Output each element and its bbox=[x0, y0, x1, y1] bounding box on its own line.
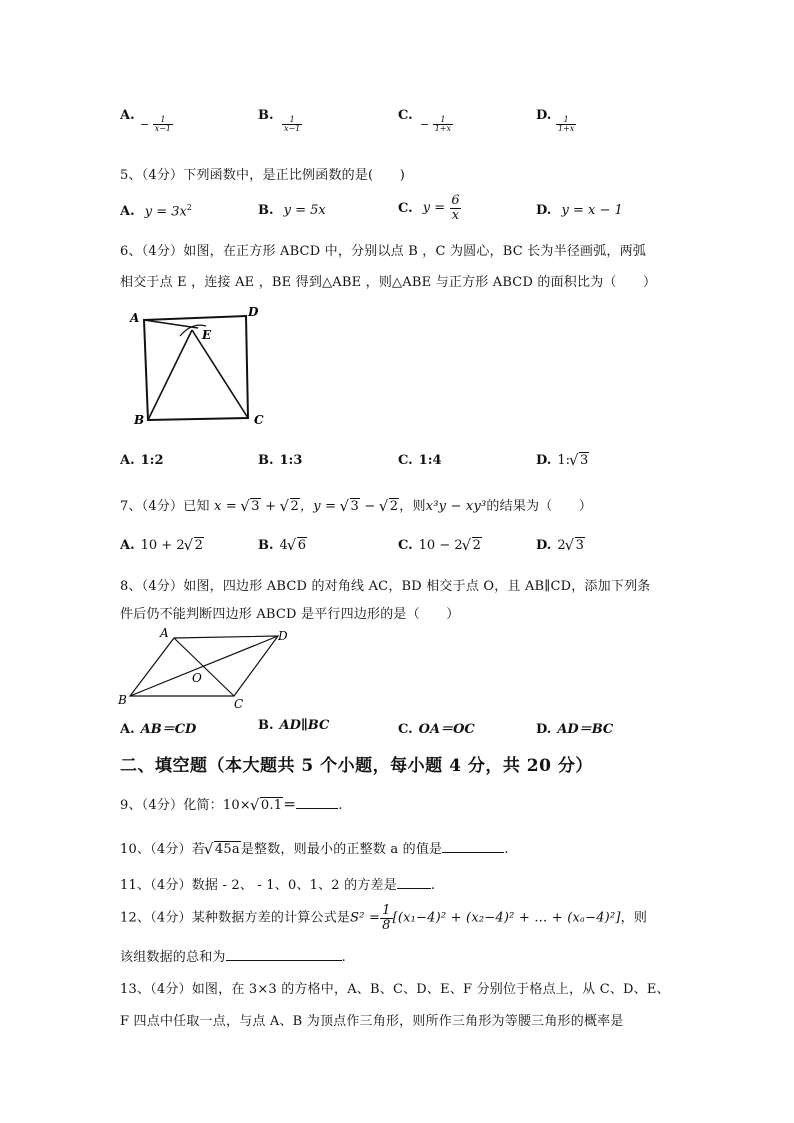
answer-blank[interactable] bbox=[226, 948, 342, 961]
q5-option-b[interactable]: B. y = 5x bbox=[258, 203, 326, 218]
q11: 11、（4分）数据 - 2、 - 1、0、1、2 的方差是 . bbox=[120, 878, 436, 893]
q4-option-d[interactable] bbox=[536, 108, 557, 123]
segment-ce bbox=[192, 330, 248, 418]
q4-option-a[interactable] bbox=[120, 108, 141, 123]
label-c: C bbox=[254, 413, 264, 427]
label-a: A bbox=[130, 311, 140, 325]
q13-line2: F 四点中任取一点，与点 A、B 为顶点作三角形，则所作三角形为等腰三角形的概率是 bbox=[120, 1014, 624, 1029]
sqrt: √ 3 bbox=[570, 453, 589, 468]
q8-option-c[interactable]: C. OA＝OC bbox=[398, 722, 475, 737]
q12-line1: 12、（4分）某种数据方差的计算公式是S² = $\frac{1}{8}$ [(x₁−4)² + (x₂−4)² + … + (xₐ−4)²]，则 bbox=[120, 903, 648, 933]
q8-option-d[interactable]: D. AD＝BC bbox=[536, 722, 614, 737]
segment-be bbox=[148, 330, 192, 420]
q6-figure bbox=[120, 300, 280, 435]
q7-option-b[interactable]: B. 4√ 6 bbox=[258, 538, 307, 553]
q6-option-d[interactable]: D. 1:√ 3 bbox=[536, 453, 589, 468]
q4-option-a-value: − $\frac{1}{x-1}$ bbox=[140, 115, 172, 134]
q6-stem-line1: 6、（4分）如图，在正方形 ABCD 中，分别以点 B ，C 为圆心，BC 长为半径画弧，两弧 bbox=[120, 244, 647, 259]
label-d: D bbox=[248, 305, 259, 319]
label-o: O bbox=[192, 671, 202, 685]
answer-blank[interactable] bbox=[397, 876, 431, 889]
fraction: $\frac{1}{x-1}$ bbox=[154, 115, 172, 134]
q6-option-c[interactable]: C. 1:4 bbox=[398, 453, 442, 468]
fraction: $\frac{1}{1+x}$ bbox=[434, 115, 452, 134]
fraction: $\frac{1}{x-1}$ bbox=[284, 115, 301, 134]
q12-line2: 该组数据的总和为 . bbox=[120, 950, 346, 965]
q9: 9、（4分）化简：10×√ 0.1＝ . bbox=[120, 794, 343, 813]
q4-option-c[interactable] bbox=[398, 108, 419, 123]
q7-option-c[interactable]: C. 10 − 2√ 2 bbox=[398, 538, 482, 553]
label-a: A bbox=[160, 626, 169, 640]
label-e: E bbox=[202, 328, 212, 342]
q8-stem-line2: 件后仍不能判断四边形 ABCD 是平行四边形的是（ ） bbox=[120, 607, 460, 622]
q8-stem-line1: 8、（4分）如图，四边形 ABCD 的对角线 AC，BD 相交于点 O，且 AB∥CD，添加下列条 bbox=[120, 579, 651, 594]
q5-stem: 5、（4分）下列函数中，是正比例函数的是( ) bbox=[120, 168, 405, 183]
q5-option-d[interactable]: D. y = x − 1 bbox=[536, 203, 623, 218]
q8-figure bbox=[116, 624, 296, 714]
q8-option-a[interactable]: A. AB＝CD bbox=[120, 722, 197, 737]
answer-blank[interactable] bbox=[296, 796, 338, 809]
answer-blank[interactable] bbox=[442, 840, 504, 853]
label-b: B bbox=[118, 693, 127, 707]
fraction: $\frac{1}{8}$ bbox=[382, 903, 391, 933]
q10: 10、（4分）若√ 45a是整数，则最小的正整数 a 的值是 . bbox=[120, 838, 509, 857]
fraction: $\frac{6}{x}$ bbox=[451, 193, 460, 223]
segment-ae bbox=[144, 320, 198, 328]
q7-option-a[interactable]: A. 10 + 2√ 2 bbox=[120, 538, 204, 553]
section-heading: 二、填空题（本大题共 5 个小题，每小题 4 分，共 20 分） bbox=[120, 756, 593, 776]
q4-option-d-value bbox=[556, 116, 576, 134]
q7-option-d[interactable]: D. 2√ 3 bbox=[536, 538, 585, 553]
label-b: B bbox=[134, 413, 145, 427]
label-c: C bbox=[234, 697, 244, 711]
q5-option-c[interactable]: C. y = $\frac{6}{x}$ bbox=[398, 193, 460, 223]
option-label: D. bbox=[536, 108, 552, 123]
square-abcd bbox=[144, 316, 248, 420]
q5-option-a[interactable]: A. $y = 3x^2$ bbox=[120, 203, 192, 220]
q7-stem: 7、（4分）已知 x = √ 3 + √ 2，y = √ 3 − √ 2，则x³y − xy³的结果为（ ） bbox=[120, 495, 592, 514]
option-label: C. bbox=[398, 108, 413, 123]
q4-option-b[interactable] bbox=[258, 108, 280, 123]
option-label: A. bbox=[120, 108, 135, 123]
q6-option-b[interactable]: B. 1:3 bbox=[258, 453, 303, 468]
q8-option-b[interactable]: B. AD∥BC bbox=[258, 718, 330, 733]
q4-option-c-value: − $\frac{1}{1+x}$ bbox=[420, 115, 452, 134]
q13-line1: 13、（4分）如图，在 3×3 的方格中，A、B、C、D、E、F 分别位于格点上，从 C、D、E、 bbox=[120, 982, 670, 997]
fraction: $\frac{1}{1+x}$ bbox=[558, 115, 575, 134]
q6-option-a[interactable]: A. 1:2 bbox=[120, 453, 164, 468]
q6-stem-line2: 相交于点 E ，连接 AE ，BE 得到△ABE ，则△ABE 与正方形 ABCD 的面积比为（ ） bbox=[120, 275, 657, 290]
option-label: B. bbox=[258, 108, 274, 123]
q4-option-b-value bbox=[282, 116, 302, 134]
diagonal-ac bbox=[174, 638, 234, 696]
label-d: D bbox=[278, 629, 288, 643]
